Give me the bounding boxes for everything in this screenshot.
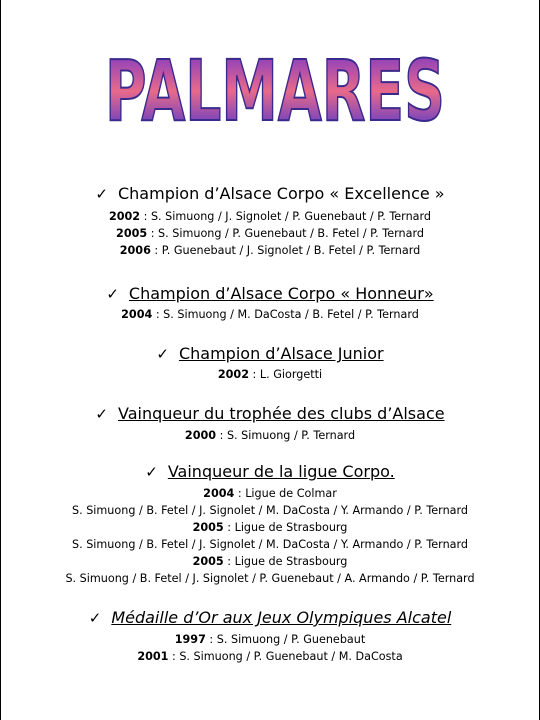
checkmark-icon: ✓: [156, 345, 169, 363]
result-line: 2005 : Ligue de Strasbourg: [192, 521, 348, 534]
result-line: 2006 : P. Guenebaut / J. Signolet / B. Fetel / P. Ternard: [119, 244, 421, 257]
checkmark-icon: ✓: [95, 405, 108, 423]
result-line: S. Simuong / B. Fetel / J. Signolet / P. Guenebaut / A. Armando / P. Ternard: [65, 572, 475, 585]
section-heading-medaille: ✓ Médaille d’Or aux Jeux Olympiques Alcatel: [88, 608, 452, 627]
section-heading-excellence: ✓ Champion d’Alsace Corpo « Excellence »: [95, 184, 445, 203]
result-line: 2004 : S. Simuong / M. DaCosta / B. Fetel / P. Ternard: [121, 308, 419, 321]
result-line: S. Simuong / B. Fetel / J. Signolet / M. DaCosta / Y. Armando / P. Ternard: [71, 504, 469, 517]
checkmark-icon: ✓: [95, 185, 108, 203]
checkmark-icon: ✓: [88, 609, 102, 627]
result-line: 2005 : Ligue de Strasbourg: [192, 555, 348, 568]
result-line: 1997 : S. Simuong / P. Guenebaut: [174, 633, 366, 646]
result-line: 2004 : Ligue de Colmar: [203, 487, 337, 500]
result-line: 2005 : S. Simuong / P. Guenebaut / B. Fetel / P. Ternard: [116, 227, 424, 240]
section-heading-ligue-corpo: ✓ Vainqueur de la ligue Corpo.: [145, 462, 395, 481]
result-line: 2002 : L. Giorgetti: [217, 368, 323, 381]
section-heading-trophee: ✓ Vainqueur du trophée des clubs d’Alsace: [95, 404, 445, 423]
result-line: 2002 : S. Simuong / J. Signolet / P. Guenebaut / P. Ternard: [108, 210, 432, 223]
section-heading-junior: ✓ Champion d’Alsace Junior: [156, 344, 384, 363]
page-title: [95, 22, 455, 140]
result-line: 2000 : S. Simuong / P. Ternard: [184, 429, 356, 442]
result-line: 2001 : S. Simuong / P. Guenebaut / M. DaCosta: [137, 650, 403, 663]
title-text: PALMARES: [105, 42, 445, 140]
result-line: S. Simuong / B. Fetel / J. Signolet / M. DaCosta / Y. Armando / P. Ternard: [71, 538, 469, 551]
section-heading-honneur: ✓ Champion d’Alsace Corpo « Honneur»: [106, 284, 434, 303]
checkmark-icon: ✓: [145, 463, 158, 481]
title-wordart: [95, 22, 455, 140]
checkmark-icon: ✓: [106, 285, 119, 303]
